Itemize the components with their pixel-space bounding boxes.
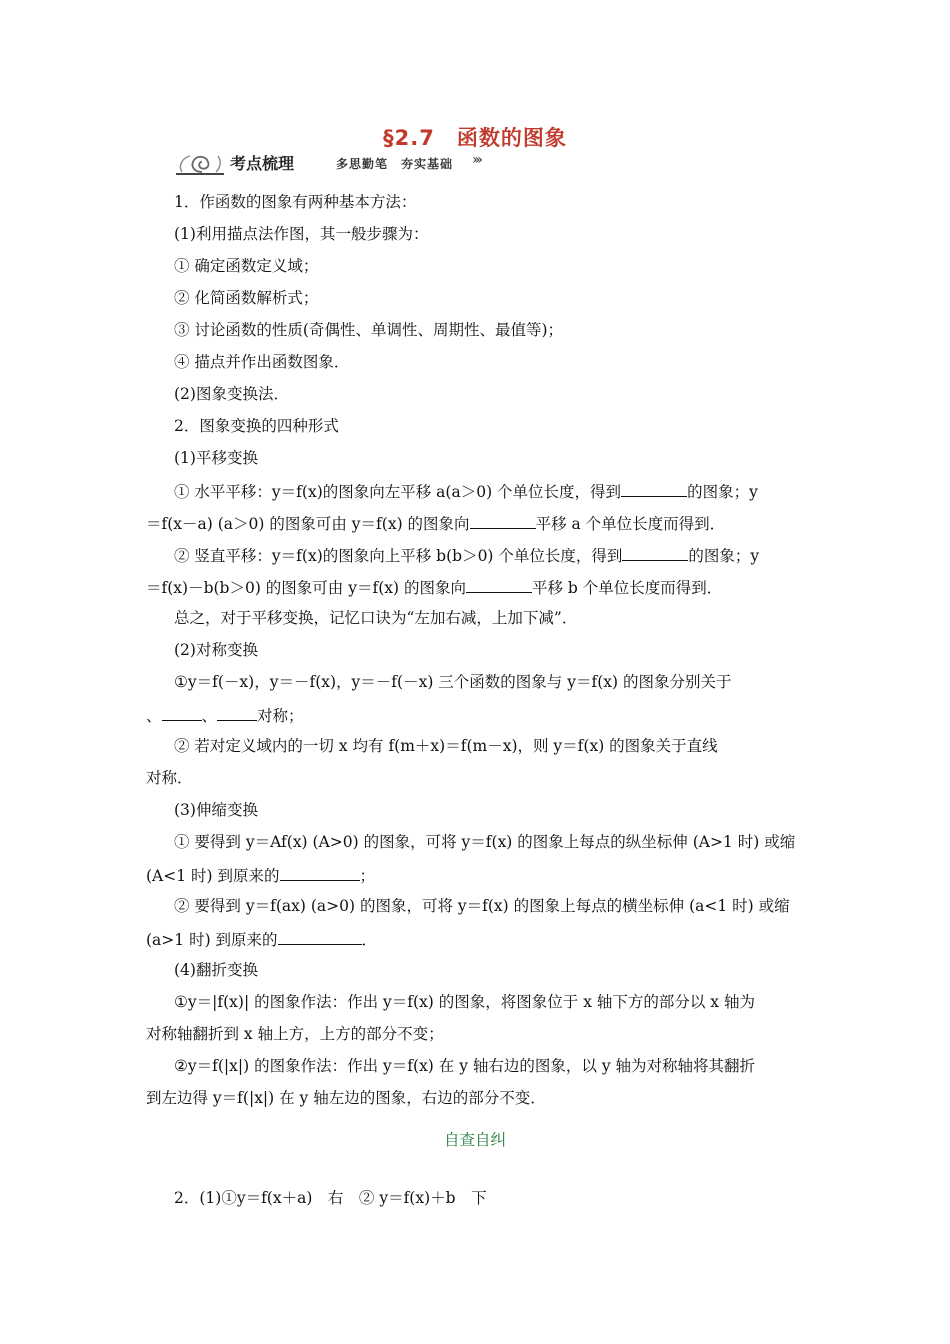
- text-line: ②y＝f(|x|) 的图象作法：作出 y＝f(x) 在 y 轴右边的图象，以 y 轴为对称轴将其翻折: [174, 1057, 756, 1075]
- text-line: 总之，对于平移变换，记忆口诀为“左加右减，上加下减”．: [174, 609, 578, 627]
- text-line: (4)翻折变换: [174, 961, 258, 979]
- fill-blank: [466, 574, 532, 593]
- text-line: ② 要得到 y＝f(ax) (a>0) 的图象，可将 y＝f(x) 的图象上每点的横坐标伸 (a<1 时) 或缩: [174, 897, 790, 915]
- section-heading: 自查自纠: [443, 1131, 506, 1149]
- text-fragment: 平移 a 个单位长度而得到．: [535, 515, 726, 533]
- text-fragment: 、: [201, 707, 218, 725]
- text-line: ② 若对定义域内的一切 x 均有 f(m＋x)＝f(m－x)，则 y＝f(x) 的图象关于直线: [174, 737, 718, 755]
- text-line: [146, 510, 806, 536]
- text-line: [146, 862, 806, 888]
- text-fragment: ② 竖直平移：y＝f(x)的图象向上平移 b(b＞0) 个单位长度，得到: [174, 547, 623, 565]
- text-line: (1)利用描点法作图，其一般步骤为：: [174, 225, 429, 243]
- text-fragment: 的图象；y: [687, 483, 758, 501]
- text-line: 1．作函数的图象有两种基本方法：: [174, 193, 417, 211]
- chevron-arrows-icon: ›››: [472, 152, 480, 168]
- banner-slogan: 多思勤笔 夯实基础: [336, 157, 454, 171]
- text-fragment: ＝f(x－a) (a＞0) 的图象可由 y＝f(x) 的图象向: [146, 515, 470, 533]
- text-line: 2．图象变换的四种形式: [174, 417, 339, 435]
- answer-line: 2．(1)①y＝f(x＋a) 右 ② y＝f(x)＋b 下: [174, 1189, 487, 1207]
- section-banner: [172, 150, 512, 178]
- text-line: ② 化简函数解析式；: [174, 289, 319, 307]
- fill-blank: [162, 702, 202, 721]
- text-fragment: 、: [146, 707, 162, 725]
- page-title: §2.7 函数的图象: [383, 126, 567, 150]
- text-fragment: 平移 b 个单位长度而得到．: [531, 579, 723, 597]
- text-fragment: ① 水平平移：y＝f(x)的图象向左平移 a(a＞0) 个单位长度，得到: [174, 483, 622, 501]
- text-line: [174, 478, 806, 504]
- fill-blank: [470, 510, 536, 529]
- text-line: [146, 574, 806, 600]
- text-fragment: 对称；: [257, 707, 304, 725]
- text-line: [174, 542, 806, 568]
- fill-blank: [622, 542, 688, 561]
- text-fragment: 的图象；y: [688, 547, 760, 565]
- text-line: ③ 讨论函数的性质(奇偶性、单调性、周期性、最值等)；: [174, 321, 564, 339]
- text-line: 对称．: [146, 769, 193, 787]
- text-line: (2)图象变换法．: [174, 385, 289, 403]
- text-line: ①y＝|f(x)| 的图象作法：作出 y＝f(x) 的图象，将图象位于 x 轴下方的部分以 x 轴为: [174, 993, 755, 1011]
- banner-label: 考点梳理: [230, 154, 295, 173]
- swirl-logo-icon: [172, 150, 232, 178]
- text-line: 到左边得 y＝f(|x|) 在 y 轴左边的图象，右边的部分不变．: [146, 1089, 546, 1107]
- text-line: ① 确定函数定义域；: [174, 257, 319, 275]
- text-fragment: (A<1 时) 到原来的: [146, 867, 280, 885]
- text-line: ① 要得到 y＝Af(x) (A>0) 的图象，可将 y＝f(x) 的图象上每点的纵坐标伸 (A>1 时) 或缩: [174, 833, 796, 851]
- text-line: (2)对称变换: [174, 641, 258, 659]
- text-line: (1)平移变换: [174, 449, 258, 467]
- text-line: ④ 描点并作出函数图象．: [174, 353, 350, 371]
- text-line: [146, 702, 806, 728]
- text-line: 对称轴翻折到 x 轴上方，上方的部分不变；: [146, 1025, 444, 1043]
- text-fragment: ＝f(x)－b(b＞0) 的图象可由 y＝f(x) 的图象向: [146, 579, 466, 597]
- fill-blank: [278, 926, 362, 945]
- text-fragment: (a>1 时) 到原来的: [146, 931, 278, 949]
- fill-blank: [217, 702, 257, 721]
- text-fragment: ．: [361, 931, 378, 949]
- text-line: (3)伸缩变换: [174, 801, 258, 819]
- text-fragment: ；: [359, 867, 376, 885]
- fill-blank: [621, 478, 687, 497]
- text-line: ①y＝f(－x)，y＝－f(x)，y＝－f(－x) 三个函数的图象与 y＝f(x) 的图象分别关于: [174, 673, 732, 691]
- text-line: [146, 926, 806, 952]
- fill-blank: [280, 862, 360, 881]
